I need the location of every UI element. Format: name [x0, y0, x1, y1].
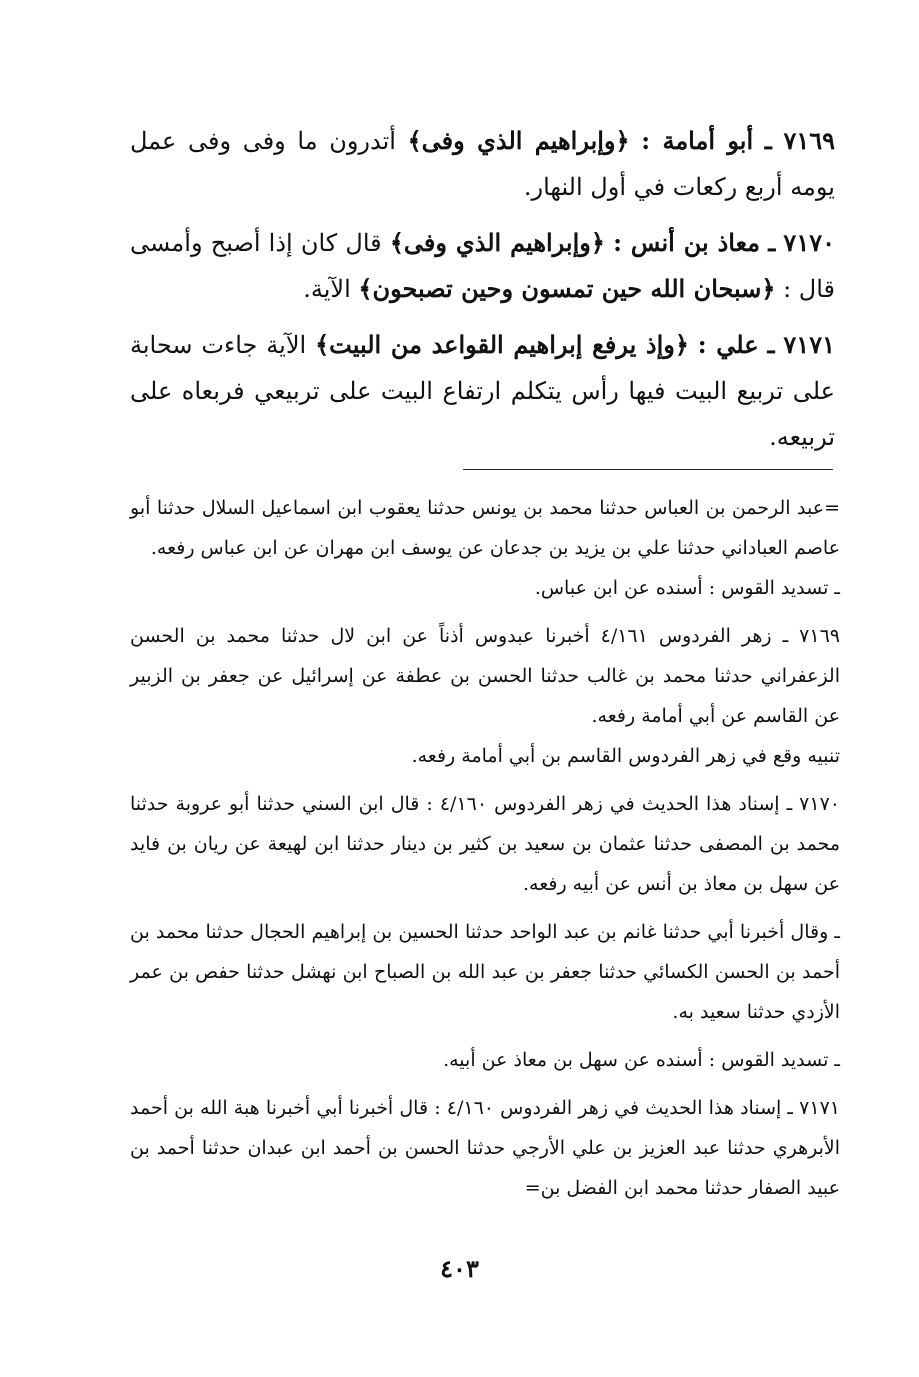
footnote-divider — [463, 469, 833, 470]
footnote-7171: ٧١٧١ ـ إسناد هذا الحديث في زهر الفردوس ٤/١٦٠ : قال أخبرنا أبي أخبرنا هبة الله بن أحمد الأبرهري حدثنا عبد العزيز بن علي الأرجي حدثنا الحسن بن أحمد ابن عبدان حدثنا أحمد بن عبيد الصفار حدثنا محمد ابن الفضل بن= — [130, 1097, 840, 1199]
page-number: ٤٠٣ — [440, 1254, 479, 1283]
quran-quote: ﴿وإبراهيم الذي وفى﴾ — [407, 126, 630, 155]
entry-narrator: أبو أمامة : — [641, 126, 754, 155]
quran-quote: ﴿وإبراهيم الذي وفى﴾ — [389, 228, 605, 257]
entry-text: الآية جاءت سحابة على تربيع البيت فيها رأس يتكلم ارتفاع البيت على تربيعي فربعاه على تربيعه. — [130, 331, 835, 451]
entry-dash: ـ — [764, 126, 772, 155]
entry-narrator: علي : — [697, 330, 759, 359]
entry-number: ٧١٧١ — [783, 330, 835, 359]
footnotes — [130, 488, 840, 1216]
entry-number: ٧١٧٠ — [783, 228, 835, 257]
footnote-tanbih: تنبيه وقع في زهر الفردوس القاسم بن أبي أمامة رفعه. — [411, 745, 840, 767]
footnote-7169: ٧١٦٩ ـ زهر الفردوس ٤/١٦١ أخبرنا عبدوس أذناً عن ابن لال حدثنا محمد بن الحسن الزعفراني حدثنا محمد بن غالب حدثنا الحسن بن عطفة عن إسرائيل عن جعفر بن الزبير عن القاسم عن أبي أمامة رفعه. — [130, 625, 840, 727]
entry-dash: ـ — [768, 228, 776, 257]
entry-number: ٧١٦٩ — [783, 126, 835, 155]
hadith-entry-7171 — [130, 322, 835, 460]
quran-quote: ﴿وإذ يرفع إبراهيم القواعد من البيت﴾ — [315, 330, 689, 359]
entry-narrator: معاذ بن أنس : — [613, 228, 761, 257]
quran-quote-2: ﴿سبحان الله حين تمسون وحين تصبحون﴾ — [358, 274, 776, 303]
footnote-7170-alt: ـ وقال أخبرنا أبي حدثنا غانم بن عبد الواحد حدثنا الحسين بن إبراهيم الحجال حدثنا محمد بن أحمد بن الحسن الكسائي حدثنا جعفر بن عبد الله بن الصباح ابن نهشل حدثنا حفص بن عمر الأزدي حدثنا سعيد به. — [130, 921, 840, 1023]
entry-text-end: الآية. — [303, 275, 351, 303]
footnote-tasdid: ـ تسديد القوس : أسنده عن ابن عباس. — [534, 577, 840, 599]
footnote-tasdid-2: ـ تسديد القوس : أسنده عن سهل بن معاذ عن أبيه. — [443, 1049, 840, 1071]
footnote-7170: ٧١٧٠ ـ إسناد هذا الحديث في زهر الفردوس ٤/١٦٠ : قال ابن السني حدثنا أبو عروبة حدثنا محمد بن المصفى حدثنا عثمان بن سعيد بن كثير بن دينار حدثنا ابن لهيعة عن ريان بن فايد عن سهل بن معاذ بن أنس عن أبيه رفعه. — [130, 793, 840, 895]
main-text — [130, 118, 835, 470]
hadith-entry-7169 — [130, 118, 835, 210]
entry-text: قال كان إذا أصبح وأمسى قال : — [130, 229, 835, 303]
entry-dash: ـ — [767, 330, 775, 359]
entry-text: أتدرون ما وفى وفى عمل يومه أربع ركعات في أول النهار. — [130, 127, 835, 201]
hadith-entry-7170 — [130, 220, 835, 312]
footnote-continuation: =عبد الرحمن بن العباس حدثنا محمد بن يونس حدثنا يعقوب ابن اسماعيل السلال حدثنا أبو عاصم العباداني حدثنا علي بن يزيد بن جدعان عن يوسف ابن مهران عن ابن عباس رفعه. — [130, 497, 840, 559]
